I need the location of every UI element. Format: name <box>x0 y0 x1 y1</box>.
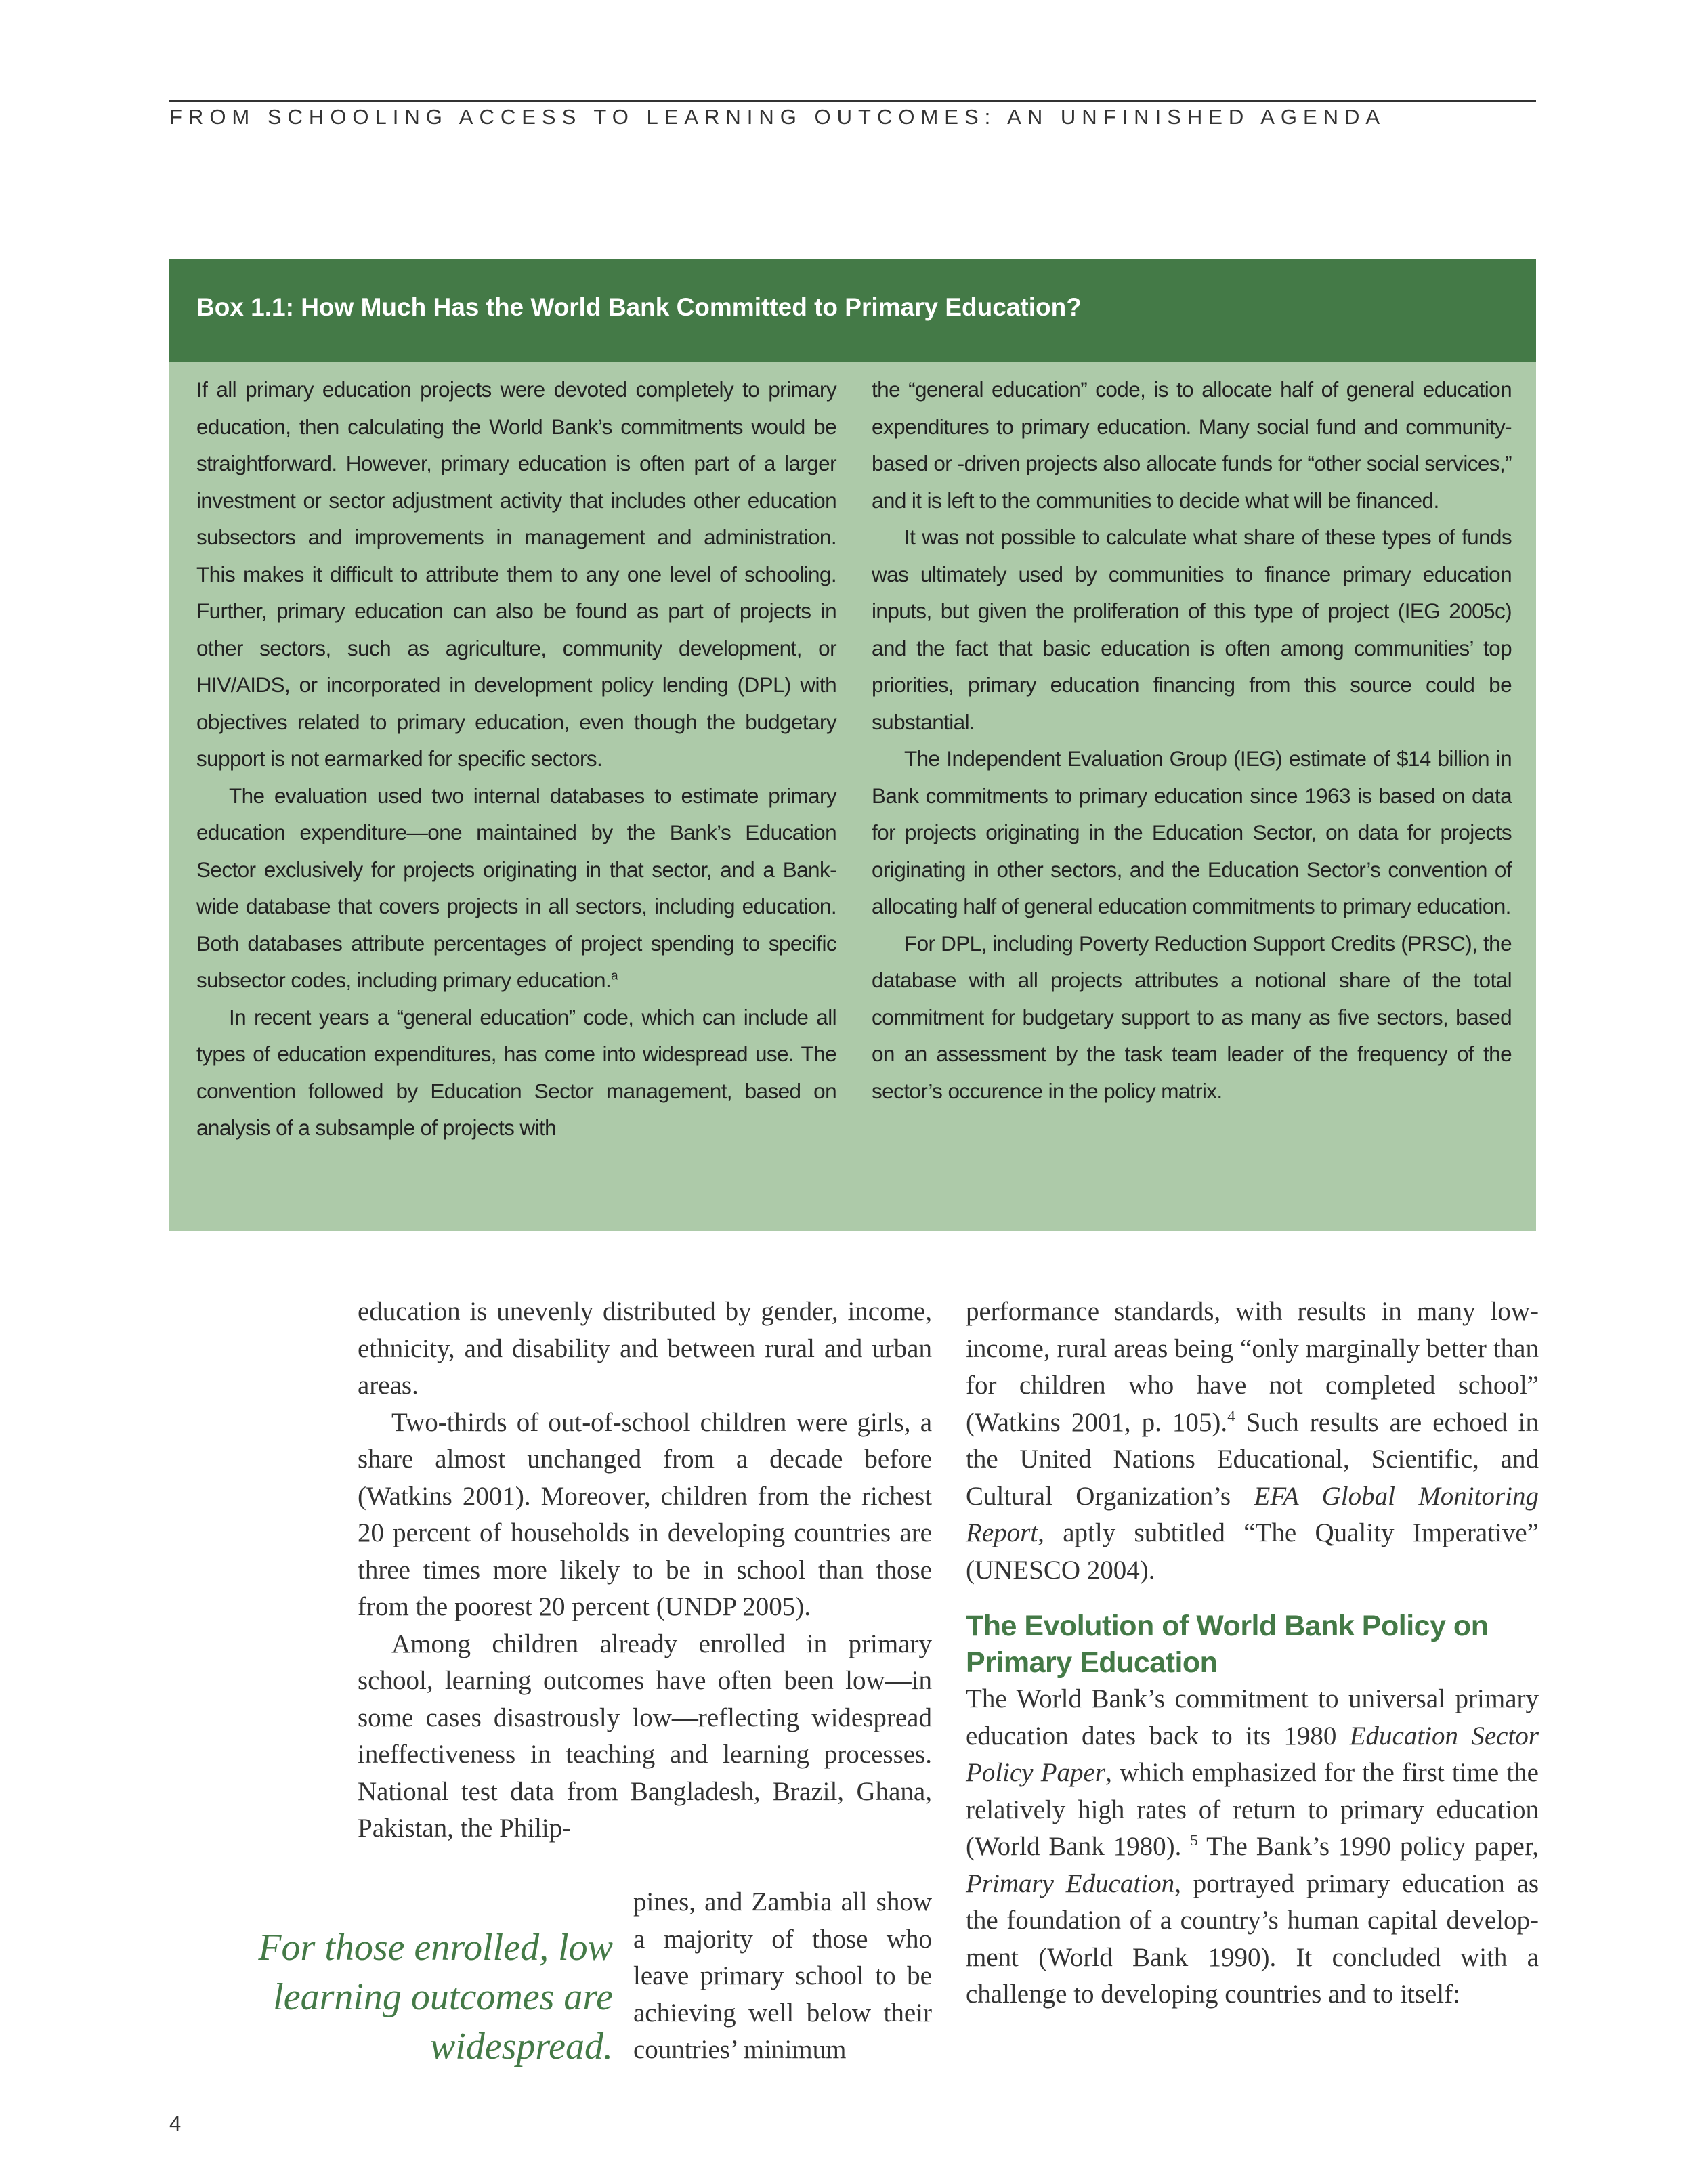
footnote-marker: 5 <box>1190 1832 1198 1849</box>
text-run: performance standards, with results in many low-income, rural areas being “only marginally better than for children who have not completed school” (Watkins 2001, p. 105). <box>966 1297 1539 1437</box>
report-title: EFA Global Monitoring Report, <box>966 1481 1539 1547</box>
text-run: portrayed primary education as the foundation of a country’s human capital development (World Bank 1990). It concluded with a challenge to developing countries and to itself: <box>966 1868 1539 2009</box>
text-run: aptly subtitled “The Quality Imperative” (UNESCO 2004). <box>966 1518 1539 1585</box>
text-run: The Bank’s 1990 policy paper, <box>1197 1832 1539 1861</box>
running-head: FROM SCHOOLING ACCESS TO LEARNING OUTCOMES: AN UNFINISHED AGENDA <box>169 105 1386 129</box>
body-paragraph: Two-thirds of out-of-school children were girls, a share almost unchanged from a decade before (Watkins 2001). Moreover, children from the richest 20 percent of households in developing countries are three times more likely to be in school than those from the poorest 20 percent (UNDP 2005). <box>358 1407 932 1621</box>
text-run: The World Bank’s commitment to universal primary education dates back to its 1980 <box>966 1684 1539 1751</box>
box-paragraph-text: The evaluation used two internal databases to estimate primary education expenditure—one maintained by the Bank’s Education Sector exclusively for projects originating in that sector, and a Bank-wide database that covers projects in all sectors, including education. Both databases attribute percentages of project spending to specific subsector codes, including primary education. <box>196 783 836 992</box>
text-run: Such results are echoed in the United Nations Educational, Scientific, and Cultural Organization’s <box>966 1407 1539 1511</box>
pull-quote: For those enrolled, low learning outcomes are widespread. <box>258 1927 613 2068</box>
box-paragraph <box>196 777 836 999</box>
box-column-right <box>872 371 1512 1109</box>
box-paragraph: For DPL, including Poverty Reduction Support Credits (PRSC), the database with all projects attributes a notional share of the total commitment for budgetary support to as many as five sectors, based on an assessment by the task team leader of the frequency of the sector’s occurence in the policy matrix. <box>872 930 1512 1103</box>
paper-title: Primary Education, <box>966 1868 1181 1898</box>
text-run: , which emphasized for the first time the relatively high rates of return to primary education (World Bank 1980). <box>966 1758 1539 1861</box>
body-paragraph: pines, and Zambia all show a majority of those who leave primary school to be achieving well below their countries’ minimum <box>633 1887 932 2064</box>
box-paragraph: It was not possible to calculate what share of these types of funds was ultimately used by communities to finance primary education inputs, but given the proliferation of this type of project (IEG 2005c) and the fact that basic education is often among communities’ top priorities, primary education financing from this source could be substantial. <box>872 525 1512 734</box>
main-column-left-continued <box>633 1884 932 2069</box>
box-column-left <box>196 371 836 1147</box>
box-paragraph: The Independent Evaluation Group (IEG) estimate of $14 billion in Bank commitments to primary education since 1963 is based on data for projects originating in the Education Sector, on data for projects originating in other sectors, and the Education Sector’s convention of allocating half of general education commitments to primary education. <box>872 746 1512 918</box>
main-column-left <box>358 1293 932 1847</box>
paper-title: Education Sector Policy Paper <box>966 1721 1539 1787</box>
box-paragraph: In recent years a “general education” code, which can include all types of education expenditures, has come into widespread use. The convention followed by Education Sector management, based on analysis of a subsample of projects with <box>196 1004 836 1140</box>
box-title: Box 1.1: How Much Has the World Bank Committed to Primary Education? <box>196 293 1082 321</box>
body-paragraph <box>966 1293 1539 1589</box>
box-paragraph: If all primary education projects were devoted completely to primary education, then calculating the World Bank’s commitments would be straightforward. However, primary education is often part of a larger investment or sector adjustment activity that includes other education subsectors and improvements in management and administration. This makes it difficult to attribute them to any one level of schooling. Further, primary education can also be found as part of projects in other sectors, such as agriculture, community development, or HIV/AIDS, or incorporated in development policy lending (DPL) with objectives related to primary education, even though the budgetary support is not earmarked for specific sectors. <box>196 377 836 771</box>
box-paragraph: the “general education” code, is to allocate half of general education expenditures to primary education. Many social fund and community-based or -driven projects also allocate funds for “other social services,” and it is left to the communities to decide what will be financed. <box>872 377 1512 513</box>
footnote-marker: a <box>611 968 618 983</box>
body-paragraph: Among children already enrolled in primary school, learning outcomes have often been low—in some cases disastrously low—reflecting widespread ineffectiveness in teaching and learning processes. National test data from Bangladesh, Brazil, Ghana, Pakistan, the Philip- <box>358 1629 932 1843</box>
header-rule <box>169 100 1536 102</box>
section-heading: The Evolution of World Bank Policy on Primary Education <box>966 1610 1489 1679</box>
body-paragraph <box>966 1681 1539 2013</box>
body-paragraph: education is unevenly distributed by gender, income, ethnicity, and disability and between rural and urban areas. <box>358 1297 932 1400</box>
box-header <box>169 259 1536 362</box>
page-number: 4 <box>169 2112 182 2135</box>
main-column-right <box>966 1293 1539 2013</box>
footnote-marker: 4 <box>1227 1407 1235 1426</box>
